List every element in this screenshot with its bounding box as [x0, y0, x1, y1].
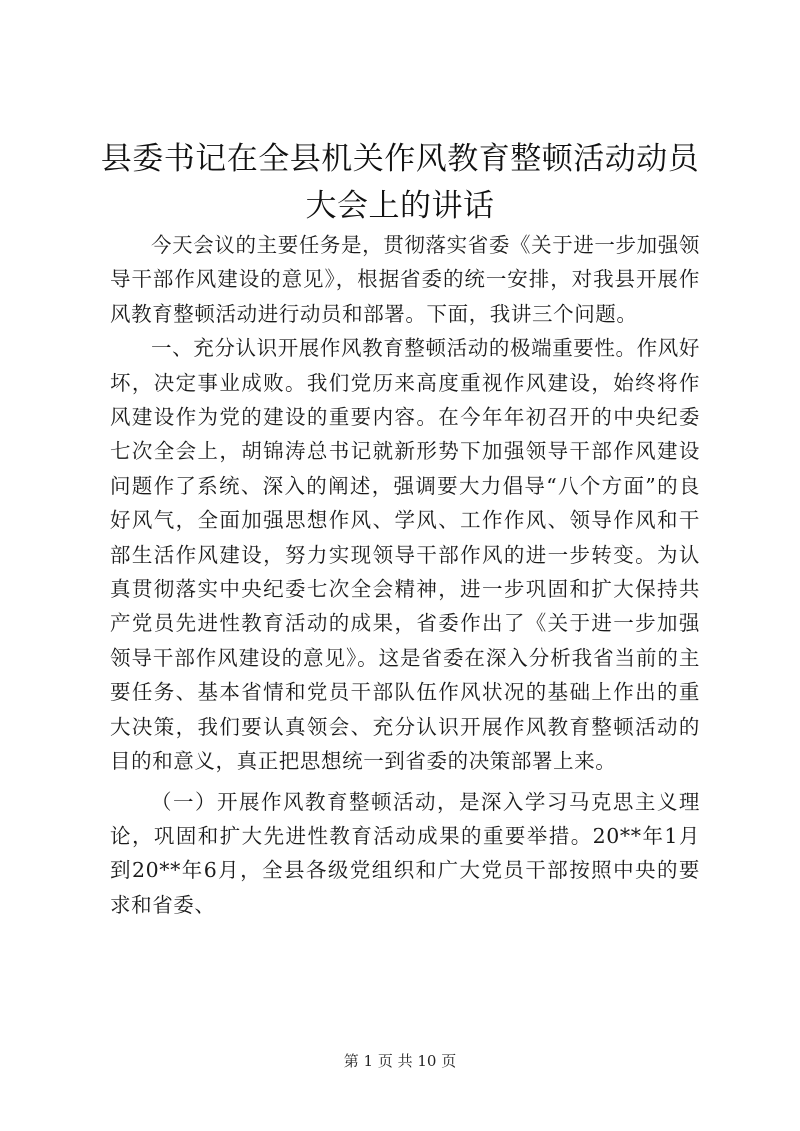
page-number-footer: 第 1 页 共 10 页: [343, 1052, 457, 1070]
document-body: [110, 228, 700, 922]
document-title: 县委书记在全县机关作风教育整顿活动动员大会上的讲话: [100, 141, 700, 224]
paragraph-intro: 今天会议的主要任务是，贯彻落实省委《关于进一步加强领导干部作风建设的意见》，根据省委的统一安排，对我县开展作风教育整顿活动进行动员和部署。下面，我讲三个问题。: [110, 233, 700, 326]
paragraph-subsection-one: （一）开展作风教育整顿活动，是深入学习马克思主义理论，巩固和扩大先进性教育活动成果的重要举措。20**年1月到20**年6月，全县各级党组织和广大党员干部按照中央的要求和省委、: [110, 789, 700, 917]
paragraph-section-one: 一、充分认识开展作风教育整顿活动的极端重要性。作风好坏，决定事业成败。我们党历来高度重视作风建设，始终将作风建设作为党的建设的重要内容。在今年年初召开的中央纪委七次全会上，胡锦涛总书记就新形势下加强领导干部作风建设问题作了系统、深入的阐述，强调要大力倡导“八个方面”的良好风气，全面加强思想作风、学风、工作作风、领导作风和干部生活作风建设，努力实现领导干部作风的进一步转变。为认真贯彻落实中央纪委七次全会精神，进一步巩固和扩大保持共产党员先进性教育活动的成果，省委作出了《关于进一步加强领导干部作风建设的意见》。这是省委在深入分析我省当前的主要任务、基本省情和党员干部队伍作风状况的基础上作出的重大决策，我们要认真领会、充分认识开展作风教育整顿活动的目的和意义，真正把思想统一到省委的决策部署上来。: [110, 336, 700, 774]
